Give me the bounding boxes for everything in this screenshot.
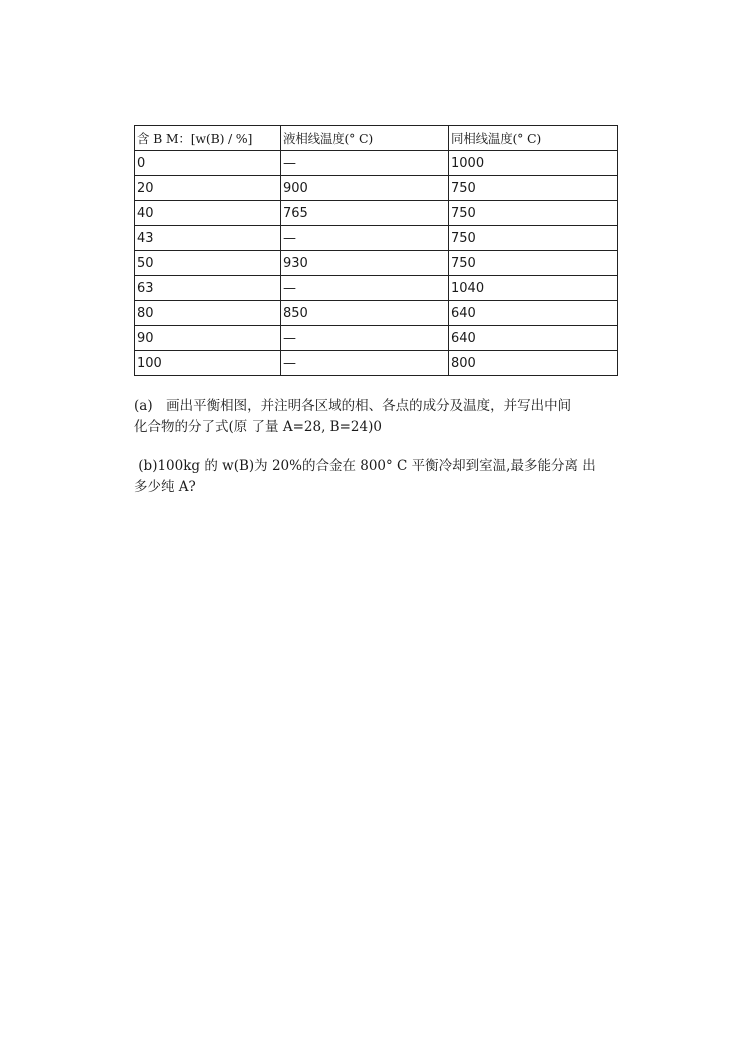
table-row — [135, 251, 618, 276]
phase-data-table — [134, 125, 618, 376]
table-row — [135, 351, 618, 376]
header-liquidus: 液相线温度(° C) — [281, 126, 449, 151]
cell-solidus: 640 — [449, 326, 618, 351]
cell-solidus: 1000 — [449, 151, 618, 176]
table-row — [135, 326, 618, 351]
cell-composition: 0 — [135, 151, 281, 176]
cell-liquidus: — — [281, 151, 449, 176]
table-row — [135, 201, 618, 226]
cell-solidus: 640 — [449, 301, 618, 326]
table-row — [135, 276, 618, 301]
cell-composition: 63 — [135, 276, 281, 301]
cell-composition: 20 — [135, 176, 281, 201]
cell-solidus: 750 — [449, 226, 618, 251]
cell-solidus: 750 — [449, 201, 618, 226]
cell-composition: 40 — [135, 201, 281, 226]
question-b-line-1: (b)100kg 的 w(B)为 20%的合金在 800° C 平衡冷却到室温,最多能分离 出 — [134, 458, 596, 474]
question-b — [134, 456, 619, 498]
question-b-line-2: 多少纯 A? — [134, 479, 196, 495]
table-row — [135, 151, 618, 176]
cell-liquidus: 900 — [281, 176, 449, 201]
table-row — [135, 226, 618, 251]
cell-composition: 50 — [135, 251, 281, 276]
cell-solidus: 750 — [449, 176, 618, 201]
cell-liquidus: 850 — [281, 301, 449, 326]
cell-liquidus: 930 — [281, 251, 449, 276]
cell-composition: 43 — [135, 226, 281, 251]
cell-liquidus: — — [281, 276, 449, 301]
cell-solidus: 750 — [449, 251, 618, 276]
cell-composition: 90 — [135, 326, 281, 351]
table-row — [135, 176, 618, 201]
cell-liquidus: — — [281, 351, 449, 376]
cell-solidus: 800 — [449, 351, 618, 376]
table-header-row — [135, 126, 618, 151]
cell-composition: 80 — [135, 301, 281, 326]
cell-liquidus: — — [281, 226, 449, 251]
cell-solidus: 1040 — [449, 276, 618, 301]
cell-composition: 100 — [135, 351, 281, 376]
table-row — [135, 301, 618, 326]
cell-liquidus: 765 — [281, 201, 449, 226]
header-solidus: 同相线温度(° C) — [449, 126, 618, 151]
cell-liquidus: — — [281, 326, 449, 351]
question-a-line-1: (a) 画出平衡相图，并注明各区域的相、各点的成分及温度，并写出中间 — [134, 398, 572, 414]
question-a-line-2: 化合物的分了式(原 了量 A=28, B=24)0 — [134, 419, 382, 435]
header-composition: 含 B M：[w(B) / %] — [135, 126, 281, 151]
question-a — [134, 396, 619, 438]
